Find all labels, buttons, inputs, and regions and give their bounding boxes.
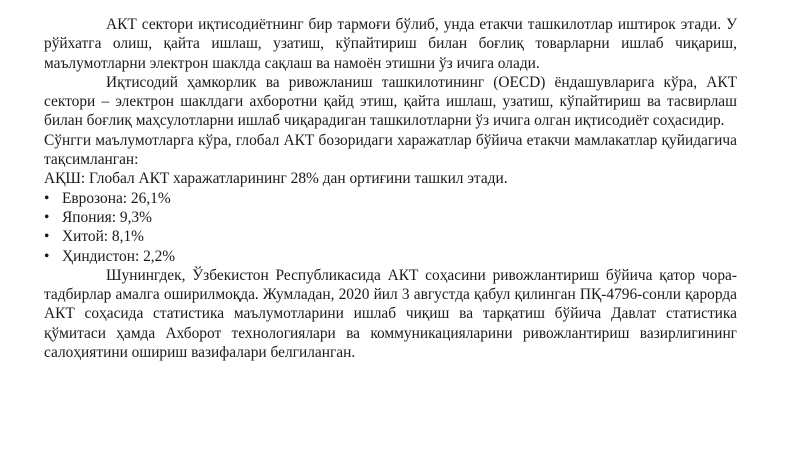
paragraph-ict-sector-definition: АКТ сектори иқтисодиётнинг бир тармоғи бўлиб, унда етакчи ташкилотлар иштирок этади. У рўйхатга олиш, қайта ишлаш, узатиш, кўпайтириш билан боғлиқ товарларни ишлаб чиқариш, маълумотларни электрон шаклда сақлаш ва намоён этишни ўз ичига олади.: [44, 16, 737, 72]
bullet-icon: •: [44, 247, 50, 265]
bullet-icon: •: [44, 228, 50, 246]
list-item-china: [44, 227, 737, 246]
list-item-label: Еврозона: 26,1%: [62, 189, 171, 207]
list-item-eurozone: [44, 189, 737, 208]
bullet-icon: •: [44, 208, 50, 226]
bullet-icon: •: [44, 189, 50, 207]
list-item-japan: [44, 208, 737, 227]
document-body: [44, 15, 737, 362]
paragraph-usa-share: АҚШ: Глобал АКТ харажатларининг 28% дан ортиғини ташкил этади.: [44, 170, 508, 188]
country-share-list: [44, 189, 737, 266]
paragraph-global-ict-spending-intro: Сўнгги маълумотларга кўра, глобал АКТ бозоридаги харажатлар бўйича етакчи мамлакатлар қуйидагича тақсимланган:: [44, 131, 737, 169]
paragraph-uzbekistan-measures: Шунингдек, Ўзбекистон Республикасида АКТ соҳасини ривожлантириш бўйича қатор чора-тадбирлар амалга оширилмоқда. Жумладан, 2020 йил 3 августда қабул қилинган ПҚ-4796-сонли қарорда АКТ соҳасида статистика маълумотларини ишлаб чиқиш ва тарқатиш бўйича Давлат статистика қўмитаси ҳамда Ахборот технологиялари ва коммуникацияларини ривожлантириш вазирлигининг салоҳиятини ошириш вазифалари белгиланган.: [44, 266, 737, 362]
list-item-label: Ҳиндистон: 2,2%: [62, 247, 176, 265]
list-item-label: Хитой: 8,1%: [62, 228, 144, 246]
list-item-label: Япония: 9,3%: [62, 208, 152, 226]
list-item-india: [44, 247, 737, 266]
paragraph-oecd-definition: Иқтисодий ҳамкорлик ва ривожланиш ташкилотининг (OECD) ёндашувларига кўра, АКТ сектори – электрон шаклдаги ахборотни қайд этиш, қайта ишлаш, узатиш, кўпайтириш ва тасвирлаш билан боғлиқ маҳсулотларни ишлаб чиқарадиган ташкилотларни ўз ичига олган иқтисодиёт соҳасидир.: [44, 73, 737, 130]
